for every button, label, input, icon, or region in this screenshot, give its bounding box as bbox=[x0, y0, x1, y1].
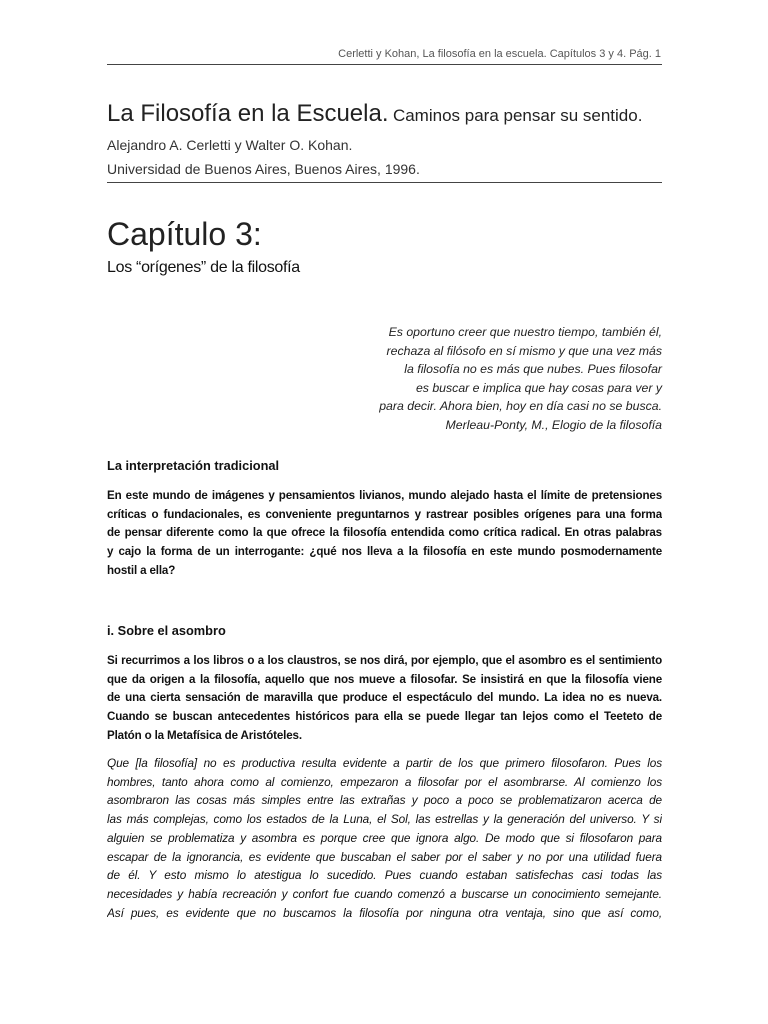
paragraph-line: Si recurrimos a los libros o a los claustros, se nos dirá, por ejemplo, que el asombro es el sentimiento bbox=[107, 654, 662, 667]
quote-line: Que [la filosofía] no es productiva resulta evidente a partir de los que primero filosofaron. Pues los bbox=[107, 756, 662, 770]
section-heading: La interpretación tradicional bbox=[107, 458, 280, 473]
publisher: Universidad de Buenos Aires, Buenos Aires, 1996. bbox=[107, 161, 420, 177]
paragraph-line: hostil a ella? bbox=[107, 563, 176, 577]
authors: Alejandro A. Cerletti y Walter O. Kohan. bbox=[107, 137, 353, 153]
paragraph-line: críticas o fundacionales, es conveniente preguntarnos y rastrear posibles orígenes para una forma bbox=[107, 507, 662, 521]
book-title-main: La Filosofía en la Escuela. bbox=[107, 100, 389, 127]
book-title bbox=[107, 100, 642, 128]
epigraph-line: es buscar e implica que hay cosas para ver y bbox=[415, 380, 662, 395]
paragraph-line: de pensar diferente como la que ofrece la filosofía entendida como crítica radical. En otras palabras bbox=[107, 526, 662, 540]
quote-line: escapar de la ignorancia, es evidente que buscaban el saber por el saber y no por una utilidad fuera bbox=[107, 849, 662, 864]
paragraph-line: que da origen a la filosofía, aquello que nos mueve a filosofar. Se insistirá en que la filosofía viene bbox=[107, 672, 662, 686]
section-paragraph bbox=[107, 652, 662, 746]
epigraph-attribution: Merleau-Ponty, M., Elogio de la filosofía bbox=[445, 417, 662, 432]
book-subtitle: Caminos para pensar su sentido. bbox=[392, 106, 643, 125]
section-paragraph bbox=[107, 487, 662, 581]
quote-line: hombres, tanto ahora como al comienzo, empezaron a filosofar por el asombrarse. Al comienzo los bbox=[107, 774, 662, 789]
quote-line: alguien se problematiza y asombra es porque cree que ignora algo. De modo que si filosofaron para bbox=[107, 830, 662, 845]
quote-line: Así pues, es evidente que no buscamos la filosofía por ninguna otra ventaja, sino que así como, bbox=[107, 905, 662, 920]
quote-line: asombraron las cosas más simples entre las extrañas y poco a poco se problematizaron acerca de bbox=[107, 793, 662, 808]
quote-line: de él. Y esto mismo lo atestigua lo sucedido. Pues cuando estaban satisfechas casi todas las bbox=[107, 868, 662, 883]
epigraph bbox=[360, 323, 662, 434]
epigraph-line: rechaza al filósofo en sí mismo y que una vez más bbox=[386, 343, 662, 358]
paragraph-line: de una cierta sensación de maravilla que produce el espectáculo del mundo. La idea no es nueva. bbox=[107, 691, 662, 705]
quote-line: necesidades y había recreación y confort fue cuando comenzó a buscarse un conocimiento semejante. bbox=[107, 886, 662, 901]
epigraph-line: para decir. Ahora bien, hoy en día casi no se busca. bbox=[379, 399, 662, 413]
epigraph-line: Es oportuno creer que nuestro tiempo, también él, bbox=[388, 325, 662, 339]
title-rule bbox=[107, 182, 662, 183]
header-rule bbox=[107, 64, 662, 65]
quote-line: las más complejas, como los estados de la Luna, el Sol, las estrellas y la generación del universo. Y si bbox=[107, 812, 662, 827]
epigraph-line: la filosofía no es más que nubes. Pues filosofar bbox=[404, 362, 662, 376]
paragraph-line: Cuando se buscan antecedentes históricos para ella se puede llegar tan lejos como el Teeteto de bbox=[107, 710, 662, 724]
chapter-subheading: Los “orígenes” de la filosofía bbox=[107, 259, 300, 276]
paragraph-line: En este mundo de imágenes y pensamientos livianos, mundo alejado hasta el límite de pretensiones bbox=[107, 489, 662, 502]
running-header: Cerletti y Kohan, La filosofía en la escuela. Capítulos 3 y 4. Pág. 1 bbox=[338, 48, 661, 60]
paragraph-line: y cajo la forma de un interrogante: ¿qué nos lleva a la filosofía en este mundo posmodernamente bbox=[107, 545, 662, 559]
block-quote bbox=[107, 754, 662, 922]
paragraph-line: Platón o la Metafísica de Aristóteles. bbox=[107, 728, 302, 742]
section-heading: i. Sobre el asombro bbox=[107, 623, 226, 638]
chapter-heading: Capítulo 3: bbox=[107, 216, 262, 252]
